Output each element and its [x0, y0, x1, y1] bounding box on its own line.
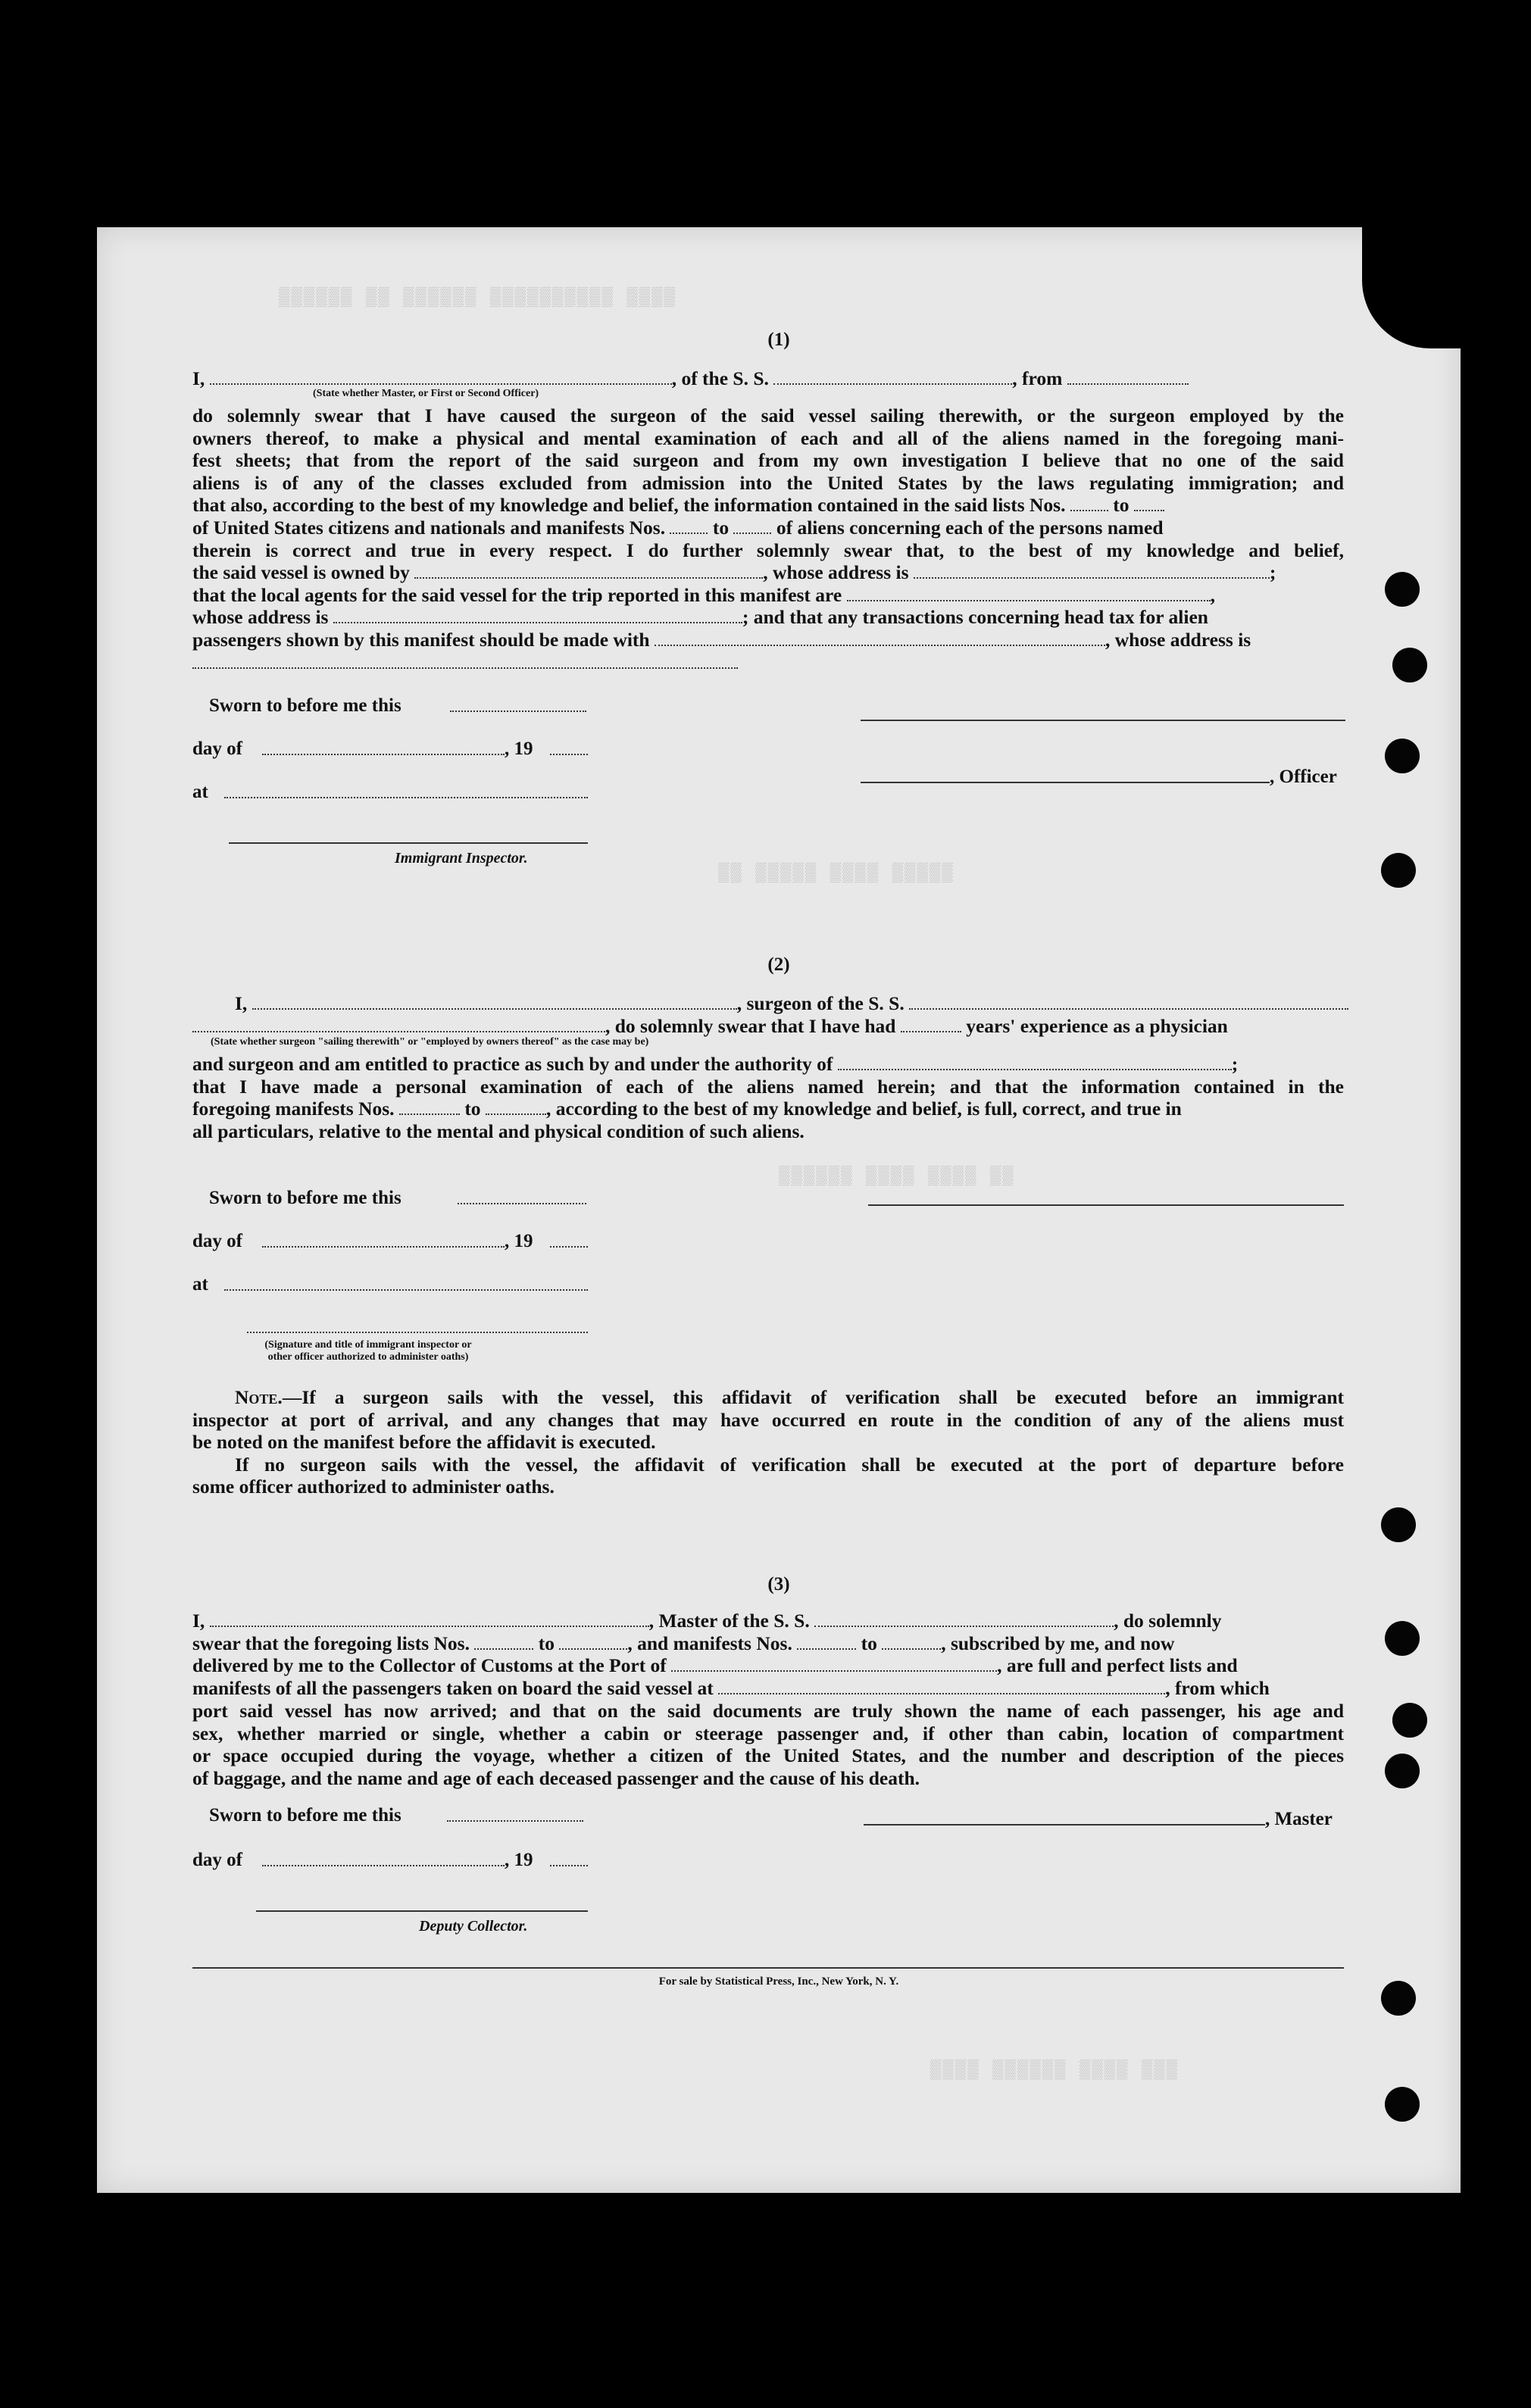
officer-signature-line-2[interactable]	[861, 782, 1270, 783]
bleed-through: ▒▒ ▒▒▒▒▒ ▒▒▒▒ ▒▒▒▒▒	[718, 864, 955, 884]
blank-at-place[interactable]	[224, 797, 588, 798]
punch-hole	[1385, 572, 1420, 607]
blank-departure-port[interactable]	[718, 1679, 1165, 1694]
blank-manifest-no[interactable]	[733, 519, 771, 534]
body-line: all particulars, relative to the mental and physical condition of such aliens.	[192, 1120, 805, 1142]
body-line: therein is correct and true in every respect. I do further solemnly swear that, to the best of my knowledge and belief,	[192, 539, 1344, 561]
text: of United States citizens and nationals and manifests Nos.	[192, 516, 666, 539]
text: to	[861, 1632, 877, 1654]
text: , and manifests Nos.	[627, 1632, 792, 1654]
day-of-label: day of	[192, 1850, 242, 1870]
inspector-signature-line[interactable]	[229, 842, 588, 844]
body-line: and surgeon and am entitled to practice as such by and under the authority of ;	[192, 1053, 1239, 1075]
collector-signature-line[interactable]	[256, 1910, 588, 1912]
section-3-body	[192, 1700, 1344, 1789]
punch-hole	[1385, 1754, 1420, 1788]
punch-hole	[1385, 2087, 1420, 2122]
text: , whose address is	[763, 561, 909, 584]
body-line	[192, 1677, 1344, 1700]
text: , Master of the S. S.	[648, 1610, 810, 1632]
blank-list-no[interactable]	[1134, 496, 1164, 511]
body-line: some officer authorized to administer oaths.	[192, 1476, 555, 1498]
body-line	[192, 584, 1344, 607]
blank-officer-name[interactable]	[210, 370, 672, 385]
body-line	[192, 606, 1344, 629]
punch-hole	[1381, 853, 1416, 888]
signature-line[interactable]	[247, 1332, 588, 1333]
manifest-verification-sheet	[97, 227, 1461, 2193]
punch-hole	[1385, 739, 1420, 773]
blank-agent-address[interactable]	[333, 608, 742, 623]
punch-hole	[1385, 1621, 1420, 1656]
at-label: at	[192, 782, 208, 802]
officer-label: , Officer	[1270, 767, 1337, 787]
body-line	[192, 629, 1344, 651]
text: , from	[1012, 367, 1063, 389]
blank-list-no[interactable]	[559, 1635, 627, 1650]
text: , of the S. S.	[671, 367, 769, 389]
blank-manifest-no[interactable]	[670, 519, 708, 534]
bleed-through: ▒▒▒▒▒▒ ▒▒ ▒▒▒▒▒▒ ▒▒▒▒▒▒▒▒▒▒ ▒▒▒▒	[279, 288, 676, 308]
text: (Signature and title of immigrant inspector or	[264, 1339, 472, 1351]
text: , surgeon of the S. S.	[736, 992, 905, 1014]
note-block	[192, 1386, 1344, 1498]
text: , whose address is	[1105, 628, 1251, 651]
text: I,	[235, 992, 248, 1014]
text: foregoing manifests Nos.	[192, 1098, 395, 1120]
body-line: of baggage, and the name and age of each deceased passenger and the cause of his death.	[192, 1766, 920, 1789]
text: the said vessel is owned by	[192, 561, 410, 584]
blank-vessel-owner[interactable]	[414, 564, 763, 579]
body-line: sex, whether married or single, whether a cabin or steerage passenger and, if other than cabin, location of compartment	[192, 1722, 1344, 1744]
officer-signature-line-1[interactable]	[861, 720, 1345, 721]
text: years' experience as a physician	[966, 1014, 1228, 1037]
surgeon-signature-line[interactable]	[868, 1204, 1344, 1206]
blank-head-tax-address[interactable]	[192, 654, 738, 669]
blank-owner-address[interactable]	[914, 564, 1270, 579]
body-line: inspector at port of arrival, and any changes that may have occurred en route in the condition of any of the aliens must	[192, 1408, 1344, 1431]
blank-year[interactable]	[550, 754, 588, 755]
text: that the local agents for the said vessel for the trip reported in this manifest are	[192, 583, 842, 606]
blank-head-tax-agent[interactable]	[655, 631, 1105, 646]
blank-list-no[interactable]	[474, 1635, 533, 1650]
blank-year[interactable]	[550, 1246, 588, 1248]
blank-year[interactable]	[550, 1865, 588, 1866]
blank-manifest-no[interactable]	[882, 1635, 941, 1650]
text: I,	[192, 367, 205, 389]
body-line: or space occupied during the voyage, whether a citizen of the United States, and the number and description of the pieces	[192, 1744, 1344, 1767]
day-of-label: day of	[192, 1231, 242, 1251]
year-label: , 19	[505, 739, 533, 759]
text: If no surgeon sails with the vessel, the affidavit of verification shall be executed at the port of departure before	[235, 1453, 1344, 1476]
footer-publisher: For sale by Statistical Press, Inc., New York, N. Y.	[658, 1975, 899, 1988]
sworn-label: Sworn to before me this	[209, 695, 401, 716]
text: passengers shown by this manifest should be made with	[192, 628, 650, 651]
inspector-label: Immigrant Inspector.	[395, 850, 528, 867]
text: and surgeon and am entitled to practice as such by and under the authority of	[192, 1053, 833, 1075]
master-label: , Master	[1265, 1809, 1333, 1829]
blank-manifest-no[interactable]	[797, 1635, 856, 1650]
text: , do solemnly swear that I have had	[605, 1014, 896, 1037]
note-master-officer: (State whether Master, or First or Second Officer)	[313, 388, 539, 399]
text: manifests of all the passengers taken on board the said vessel at	[192, 1676, 714, 1699]
blank-vessel-name[interactable]	[773, 370, 1012, 385]
text: , from which	[1165, 1676, 1270, 1699]
body-line: port said vessel has now arrived; and that on the said documents are truly shown the name of each passenger, his age and	[192, 1700, 1344, 1722]
body-line: fest sheets; that from the report of the said surgeon and from my own investigation I believe that no one of the said	[192, 449, 1344, 472]
bleed-through: ▒▒▒▒ ▒▒▒▒▒▒ ▒▒▒▒ ▒▒▒	[930, 2060, 1179, 2081]
text: , according to the best of my knowledge and belief, is full, correct, and true in	[545, 1098, 1182, 1120]
body-line	[192, 494, 1344, 517]
blank-at-place[interactable]	[224, 1289, 588, 1291]
body-line: aliens is of any of the classes excluded from admission into the United States by the laws regulating immigration; and	[192, 471, 1344, 494]
blank-surgeon-status[interactable]	[192, 1017, 605, 1032]
blank-sworn-date[interactable]	[447, 1820, 583, 1822]
body-line	[192, 561, 1344, 584]
text: , are full and perfect lists and	[997, 1654, 1238, 1677]
blank-list-no[interactable]	[1070, 496, 1108, 511]
body-line	[192, 1454, 1344, 1476]
text: ;	[1269, 561, 1276, 584]
section-2-oath	[192, 992, 1344, 1037]
blank-vessel-name[interactable]	[909, 995, 1348, 1010]
text: ,	[1210, 583, 1215, 606]
body-line: that I have made a personal examination of each of the aliens named herein; and that the information contained in the	[192, 1075, 1344, 1098]
blank-vessel-name[interactable]	[814, 1612, 1114, 1627]
body-line	[192, 1098, 1344, 1120]
note-surgeon-status: (State whether surgeon "sailing therewith" or "employed by owners thereof" as the case may be)	[211, 1036, 649, 1048]
body-line	[192, 1632, 1344, 1655]
text: swear that the foregoing lists Nos.	[192, 1632, 470, 1654]
blank-port[interactable]	[671, 1657, 997, 1672]
text: I,	[192, 1610, 205, 1632]
body-line	[192, 1386, 1344, 1409]
blank-master-name[interactable]	[210, 1612, 649, 1627]
sworn-label: Sworn to before me this	[209, 1188, 401, 1208]
text: —If a surgeon sails with the vessel, this affidavit of verification shall be executed before an immigrant	[282, 1386, 1344, 1408]
signature-note	[232, 1339, 505, 1363]
blank-surgeon-name[interactable]	[252, 995, 737, 1010]
at-label: at	[192, 1274, 208, 1295]
text: to	[538, 1632, 555, 1654]
blank-manifest-no[interactable]	[486, 1100, 546, 1115]
section-3-number: (3)	[767, 1574, 790, 1594]
section-1-number: (1)	[767, 329, 790, 350]
section-2-body	[192, 1053, 1344, 1142]
section-3-oath	[192, 1610, 1344, 1699]
blank-sworn-date[interactable]	[450, 711, 586, 712]
punch-hole	[1392, 648, 1427, 682]
footer-rule	[192, 1967, 1344, 1969]
text: , subscribed by me, and now	[941, 1632, 1175, 1654]
blank-authority[interactable]	[838, 1055, 1232, 1070]
text: , do solemnly	[1114, 1610, 1222, 1632]
text: of aliens concerning each of the persons named	[776, 516, 1164, 539]
text: to	[712, 516, 730, 539]
bleed-through: ▒▒▒▒▒▒ ▒▒▒▒ ▒▒▒▒ ▒▒	[779, 1167, 1015, 1187]
punch-hole	[1381, 1507, 1416, 1542]
year-label: , 19	[505, 1850, 533, 1870]
blank-day[interactable]	[262, 754, 505, 755]
section-2-number: (2)	[767, 954, 790, 975]
day-of-label: day of	[192, 739, 242, 759]
body-line: do solemnly swear that I have caused the surgeon of the said vessel sailing therewith, or the surgeon employed by the	[192, 404, 1344, 426]
section-1-body	[192, 404, 1344, 673]
collector-label: Deputy Collector.	[419, 1918, 528, 1935]
master-signature-line[interactable]	[864, 1824, 1265, 1826]
body-line	[192, 517, 1344, 539]
note-label: Note.	[235, 1386, 283, 1408]
blank-manifest-no[interactable]	[399, 1100, 460, 1115]
body-line	[192, 651, 1344, 674]
text: that also, according to the best of my knowledge and belief, the information contained in the said lists Nos.	[192, 494, 1066, 517]
section-1-oath	[192, 367, 1344, 390]
text: other officer authorized to administer oaths)	[267, 1351, 469, 1363]
blank-day[interactable]	[262, 1865, 505, 1866]
text: delivered by me to the Collector of Customs at the Port of	[192, 1654, 667, 1677]
body-line	[192, 1015, 1344, 1038]
year-label: , 19	[505, 1231, 533, 1251]
text: to	[464, 1098, 481, 1120]
text: to	[1113, 494, 1130, 517]
sworn-label: Sworn to before me this	[209, 1805, 401, 1826]
body-line	[192, 992, 1344, 1015]
body-line: owners thereof, to make a physical and mental examination of each and all of the aliens named in the foregoing mani-	[192, 426, 1344, 449]
blank-years[interactable]	[901, 1017, 961, 1032]
blank-day[interactable]	[262, 1246, 505, 1248]
blank-sworn-date[interactable]	[458, 1203, 586, 1204]
body-line	[192, 1654, 1344, 1677]
body-line: be noted on the manifest before the affidavit is executed.	[192, 1431, 656, 1454]
blank-local-agents[interactable]	[847, 586, 1211, 601]
text: whose address is	[192, 606, 329, 629]
punch-hole	[1392, 1703, 1427, 1738]
blank-from-port[interactable]	[1067, 370, 1189, 385]
text: ; and that any transactions concerning head tax for alien	[742, 606, 1208, 629]
body-line	[192, 1610, 1344, 1632]
